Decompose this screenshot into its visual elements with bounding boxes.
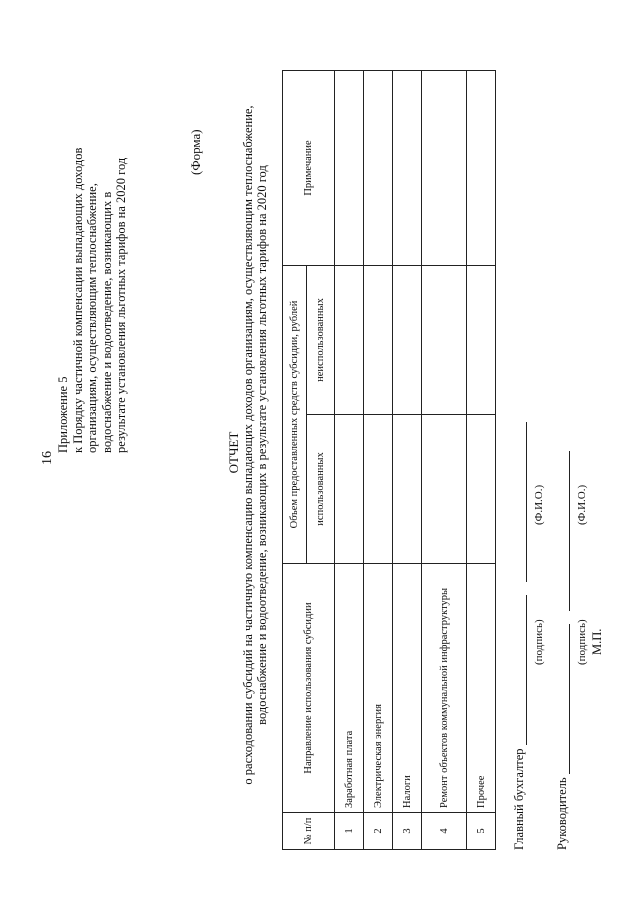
cell-unused	[467, 266, 496, 415]
head-name-field	[557, 451, 570, 611]
page-number: 16	[40, 451, 55, 465]
table-row	[335, 71, 364, 850]
appendix-block	[56, 61, 129, 453]
row-direction: Электрическая энергия	[364, 564, 393, 813]
cell-used	[364, 415, 393, 564]
cell-used	[335, 415, 364, 564]
cell-unused	[364, 266, 393, 415]
row-direction: Прочее	[467, 564, 496, 813]
table-row	[393, 71, 422, 850]
appendix-line: к Порядку частичной компенсации выпадающих доходов	[70, 147, 85, 453]
cell-unused	[393, 266, 422, 415]
stamp-placeholder: М.П.	[590, 628, 604, 655]
row-num: 3	[393, 813, 422, 850]
head-signature-field	[557, 624, 570, 774]
accountant-signature-field	[514, 595, 527, 745]
appendix-line: Приложение 5	[56, 376, 70, 453]
form-label: (Форма)	[188, 129, 203, 175]
cell-note	[422, 71, 467, 266]
cell-used	[467, 415, 496, 564]
cell-note	[335, 71, 364, 266]
accountant-name-hint: (Ф.И.О.)	[533, 484, 545, 525]
report-table	[282, 70, 496, 850]
row-direction: Ремонт объектов коммунальной инфраструктуры	[422, 564, 467, 813]
head-label: Руководитель	[555, 777, 569, 850]
cell-note	[393, 71, 422, 266]
cell-unused	[335, 266, 364, 415]
head-name-hint: (Ф.И.О.)	[576, 484, 588, 525]
cell-used	[422, 415, 467, 564]
header-num: № п/п	[283, 813, 335, 850]
row-num: 5	[467, 813, 496, 850]
head-signature-line	[555, 451, 570, 850]
head-signature-hint: (подпись)	[576, 619, 588, 665]
cell-note	[364, 71, 393, 266]
accountant-signature-line	[512, 422, 527, 850]
cell-note	[467, 71, 496, 266]
header-volume: Объем предоставленных средств субсидии, рублей	[283, 266, 307, 564]
table-row	[467, 71, 496, 850]
accountant-signature-hint: (подпись)	[533, 619, 545, 665]
header-note: Примечание	[283, 71, 335, 266]
row-direction: Заработная плата	[335, 564, 364, 813]
header-direction: Направление использования субсидии	[283, 564, 335, 813]
cell-used	[393, 415, 422, 564]
header-unused: неиспользованных	[307, 266, 335, 415]
row-direction: Налоги	[393, 564, 422, 813]
cell-unused	[422, 266, 467, 415]
appendix-line: водоснабжение и водоотведение, возникающих в	[99, 191, 114, 453]
accountant-name-field	[514, 422, 527, 582]
appendix-line: организациям, осуществляющим теплоснабжение,	[85, 183, 99, 453]
report-subtitle: о расходовании субсидий на частичную компенсацию выпадающих доходов организациям, осуществляющим теплоснабжение, водоснабжение и водоотведение, возникающих в результате установления льготных тарифов на 2020 год	[241, 105, 269, 785]
row-num: 1	[335, 813, 364, 850]
row-num: 4	[422, 813, 467, 850]
table-row	[422, 71, 467, 850]
appendix-line: результате установления льготных тарифов на 2020 год	[114, 157, 128, 453]
row-num: 2	[364, 813, 393, 850]
report-title: ОТЧЕТ	[226, 431, 241, 474]
table-row	[364, 71, 393, 850]
table-header-row	[283, 71, 307, 850]
header-used: использованных	[307, 415, 335, 564]
accountant-label: Главный бухгалтер	[512, 748, 526, 850]
